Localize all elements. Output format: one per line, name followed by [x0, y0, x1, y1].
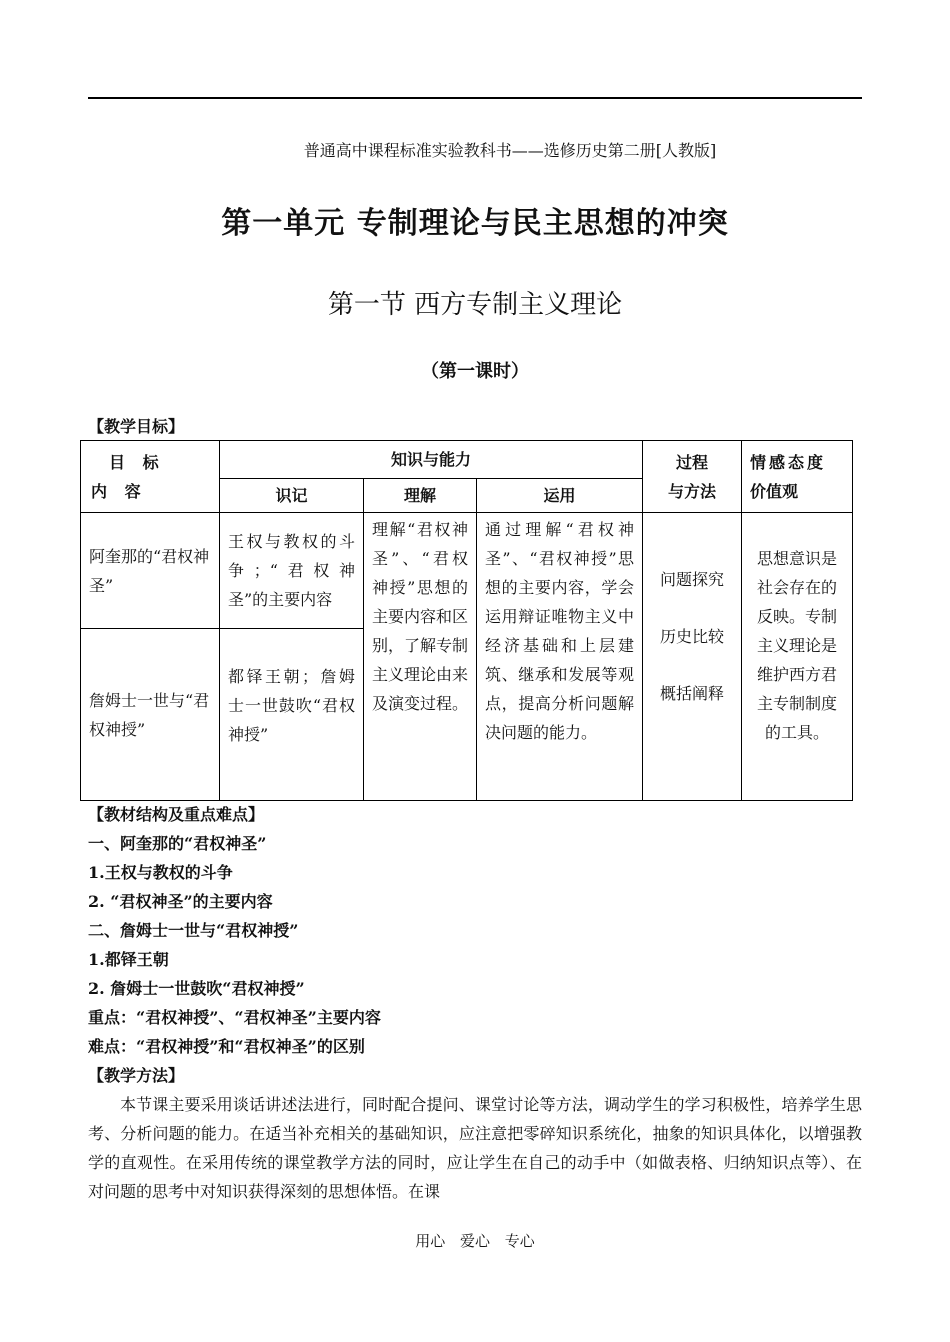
unit-title: 第一单元 专制理论与民主思想的冲突	[221, 206, 729, 241]
process-item: 概括阐释	[660, 684, 725, 703]
outline-section	[88, 800, 868, 1206]
apply-cell: 通过理解“君权神圣”、“君权神授”思想的主要内容，学会运用辩证唯物主义中经济基础和上层建筑、继承和发展等观点，提高分析问题解决问题的能力。	[477, 513, 643, 801]
emotion-header-line2: 价值观	[750, 481, 799, 501]
page-footer: 用心 爱心 专心	[415, 1232, 535, 1250]
knowledge-header: 知识与能力	[220, 441, 643, 479]
row2-content: 詹姆士一世与“君权神授”	[81, 629, 220, 801]
outline-item: 1.王权与教权的斗争	[88, 863, 233, 882]
process-item: 问题探究	[660, 570, 725, 589]
section-title: 第一节 西方专制主义理论	[327, 290, 623, 320]
outline-item: 1.都铎王朝	[88, 950, 169, 969]
method-heading: 【教学方法】	[88, 1066, 185, 1085]
row1-recognize: 王权与教权的斗争；“君权神圣”的主要内容	[220, 513, 364, 629]
lesson-label: （第一课时）	[421, 361, 529, 382]
process-header	[643, 441, 742, 513]
book-header: 普通高中课程标准实验教科书——选修历史第二册[人教版]	[303, 141, 717, 160]
process-header-line1: 过程	[676, 452, 709, 472]
outline-item: 一、阿奎那的“君权神圣”	[88, 834, 267, 853]
outline-item: 二、詹姆士一世与“君权神授”	[88, 921, 299, 940]
sub-header-apply: 运用	[477, 479, 643, 513]
emotion-header	[742, 441, 853, 513]
outline-item: 2. 詹姆士一世鼓吹“君权神授”	[88, 979, 305, 998]
corner-header-cell	[81, 441, 220, 513]
process-item: 历史比较	[660, 627, 725, 646]
process-cell	[643, 513, 742, 801]
sub-header-understand: 理解	[364, 479, 477, 513]
header-rule	[88, 97, 862, 99]
emotion-header-line1: 情感态度	[750, 452, 827, 472]
outline-item: 2. “君权神圣”的主要内容	[88, 892, 273, 911]
corner-bottom-label: 内 容	[91, 481, 147, 501]
objectives-table	[80, 440, 853, 801]
sub-header-recognize: 识记	[220, 479, 364, 513]
row1-content: 阿奎那的“君权神圣”	[81, 513, 220, 629]
objectives-heading: 【教学目标】	[88, 417, 185, 436]
outline-heading: 【教材结构及重点难点】	[88, 805, 265, 824]
row2-recognize: 都铎王朝；詹姆士一世鼓吹“君权神授”	[220, 629, 364, 801]
values-cell: 思想意识是社会存在的反映。专制主义理论是维护西方君主专制制度的工具。	[742, 513, 853, 801]
corner-top-label: 目 标	[109, 452, 165, 472]
understand-cell: 理解“君权神圣”、“君权神授”思想的主要内容和区别，了解专制主义理论由来及演变过程。	[364, 513, 477, 801]
difficult-point: 难点：“君权神授”和“君权神圣”的区别	[88, 1037, 365, 1056]
key-point: 重点：“君权神授”、“君权神圣”主要内容	[88, 1008, 381, 1027]
process-header-line2: 与方法	[668, 481, 717, 501]
method-paragraph: 本节课主要采用谈话讲述法进行，同时配合提问、课堂讨论等方法，调动学生的学习积极性，培养学生思考、分析问题的能力。在适当补充相关的基础知识，应注意把零碎知识系统化，抽象的知识具体化，以增强教学的直观性。在采用传统的课堂教学方法的同时，应让学生在自己的动手中（如做表格、归纳知识点等）、在对问题的思考中对知识获得深刻的思想体悟。在课	[88, 1095, 862, 1201]
